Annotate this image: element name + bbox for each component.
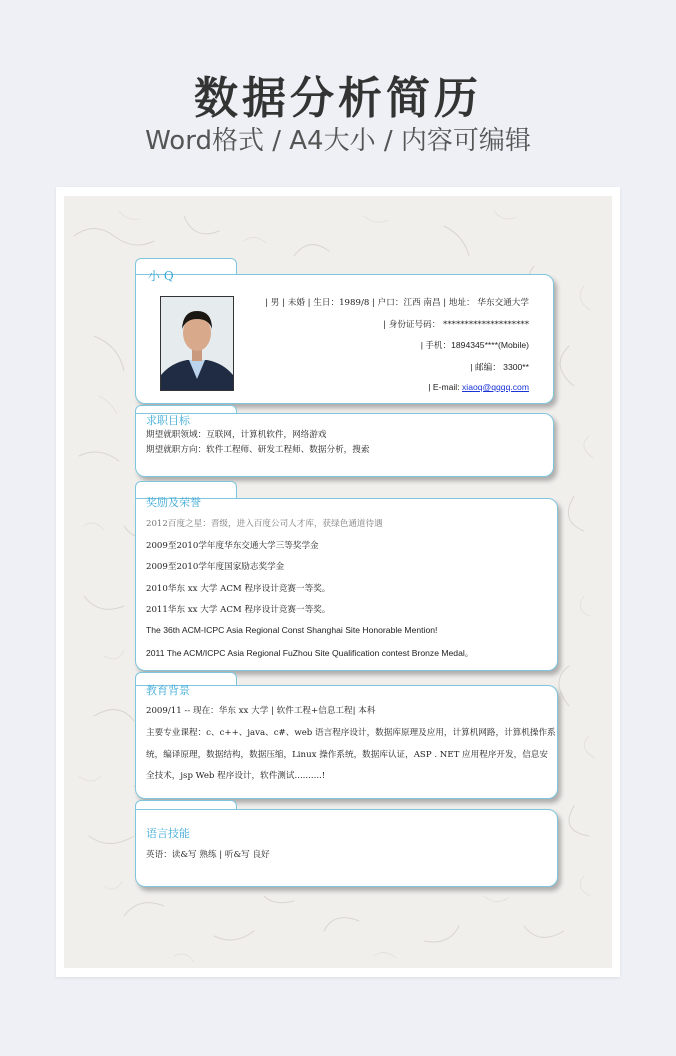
award-item: 2011华东 xx 大学 ACM 程序设计竞赛一等奖。 xyxy=(146,605,331,615)
email-label: | E-mail: xyxy=(428,382,462,392)
resume-paper xyxy=(56,187,620,977)
education-line: 主要专业课程：c、c++、java、c#、web 语言程序设计，数据库原理及应用，计算机网路，计算机操作系 xyxy=(146,728,556,738)
page-subtitle: Word格式 / A4大小 / 内容可编辑 xyxy=(145,126,531,156)
award-item: 2012百度之星：晋级，进入百度公司人才库，获绿色通道待遇 xyxy=(146,519,383,529)
education-line: 2009/11 -- 现在：华东 xx 大学 | 软件工程+信息工程| 本科 xyxy=(146,706,376,716)
objective-line: 期望就职领域：互联网，计算机软件，网络游戏 xyxy=(146,430,327,440)
education-title: 教育背景 xyxy=(146,684,190,697)
objective-title: 求职目标 xyxy=(146,414,190,427)
page-title: 数据分析简历 xyxy=(194,73,482,124)
profile-photo xyxy=(160,296,234,391)
email-link[interactable]: xiaoq@qqqq.com xyxy=(461,382,529,392)
profile-basic-info: | 男 | 未婚 | 生日：1989/8 | 户口：江西 南昌 | 地址： 华东交通大学 xyxy=(265,298,529,308)
award-item: 2009至2010学年度华东交通大学三等奖学金 xyxy=(146,541,319,551)
awards-title: 奖励及荣誉 xyxy=(146,496,201,509)
language-line: 英语：读&写 熟练 | 听&写 良好 xyxy=(146,850,270,860)
profile-email-row xyxy=(428,382,529,392)
language-title: 语言技能 xyxy=(146,827,190,840)
award-item: 2011 The ACM/ICPC Asia Regional FuZhou Site Qualification contest Bronze Medal。 xyxy=(146,648,474,658)
profile-postcode: | 邮编： 3300** xyxy=(470,362,529,372)
profile-phone: | 手机：1894345****(Mobile) xyxy=(420,340,529,350)
education-card xyxy=(135,685,558,799)
profile-id-number: | 身份证号码： ******************** xyxy=(383,320,529,330)
person-photo-icon xyxy=(161,297,233,390)
education-line: 全技术，jsp Web 程序设计，软件测试..........! xyxy=(146,771,326,781)
award-item: 2009至2010学年度国家励志奖学金 xyxy=(146,562,285,572)
award-item: The 36th ACM-ICPC Asia Regional Const Shanghai Site Honorable Mention! xyxy=(146,625,438,635)
objective-line: 期望就职方向：软件工程师、研发工程师、数据分析，搜索 xyxy=(146,445,370,455)
education-line: 统，编译原理，数据结构，数据压缩，Linux 操作系统，数据库认证，ASP . NET 应用程序开发，信息安 xyxy=(146,750,548,760)
award-item: 2010华东 xx 大学 ACM 程序设计竞赛一等奖。 xyxy=(146,584,331,594)
profile-name: 小 Q xyxy=(148,269,174,283)
